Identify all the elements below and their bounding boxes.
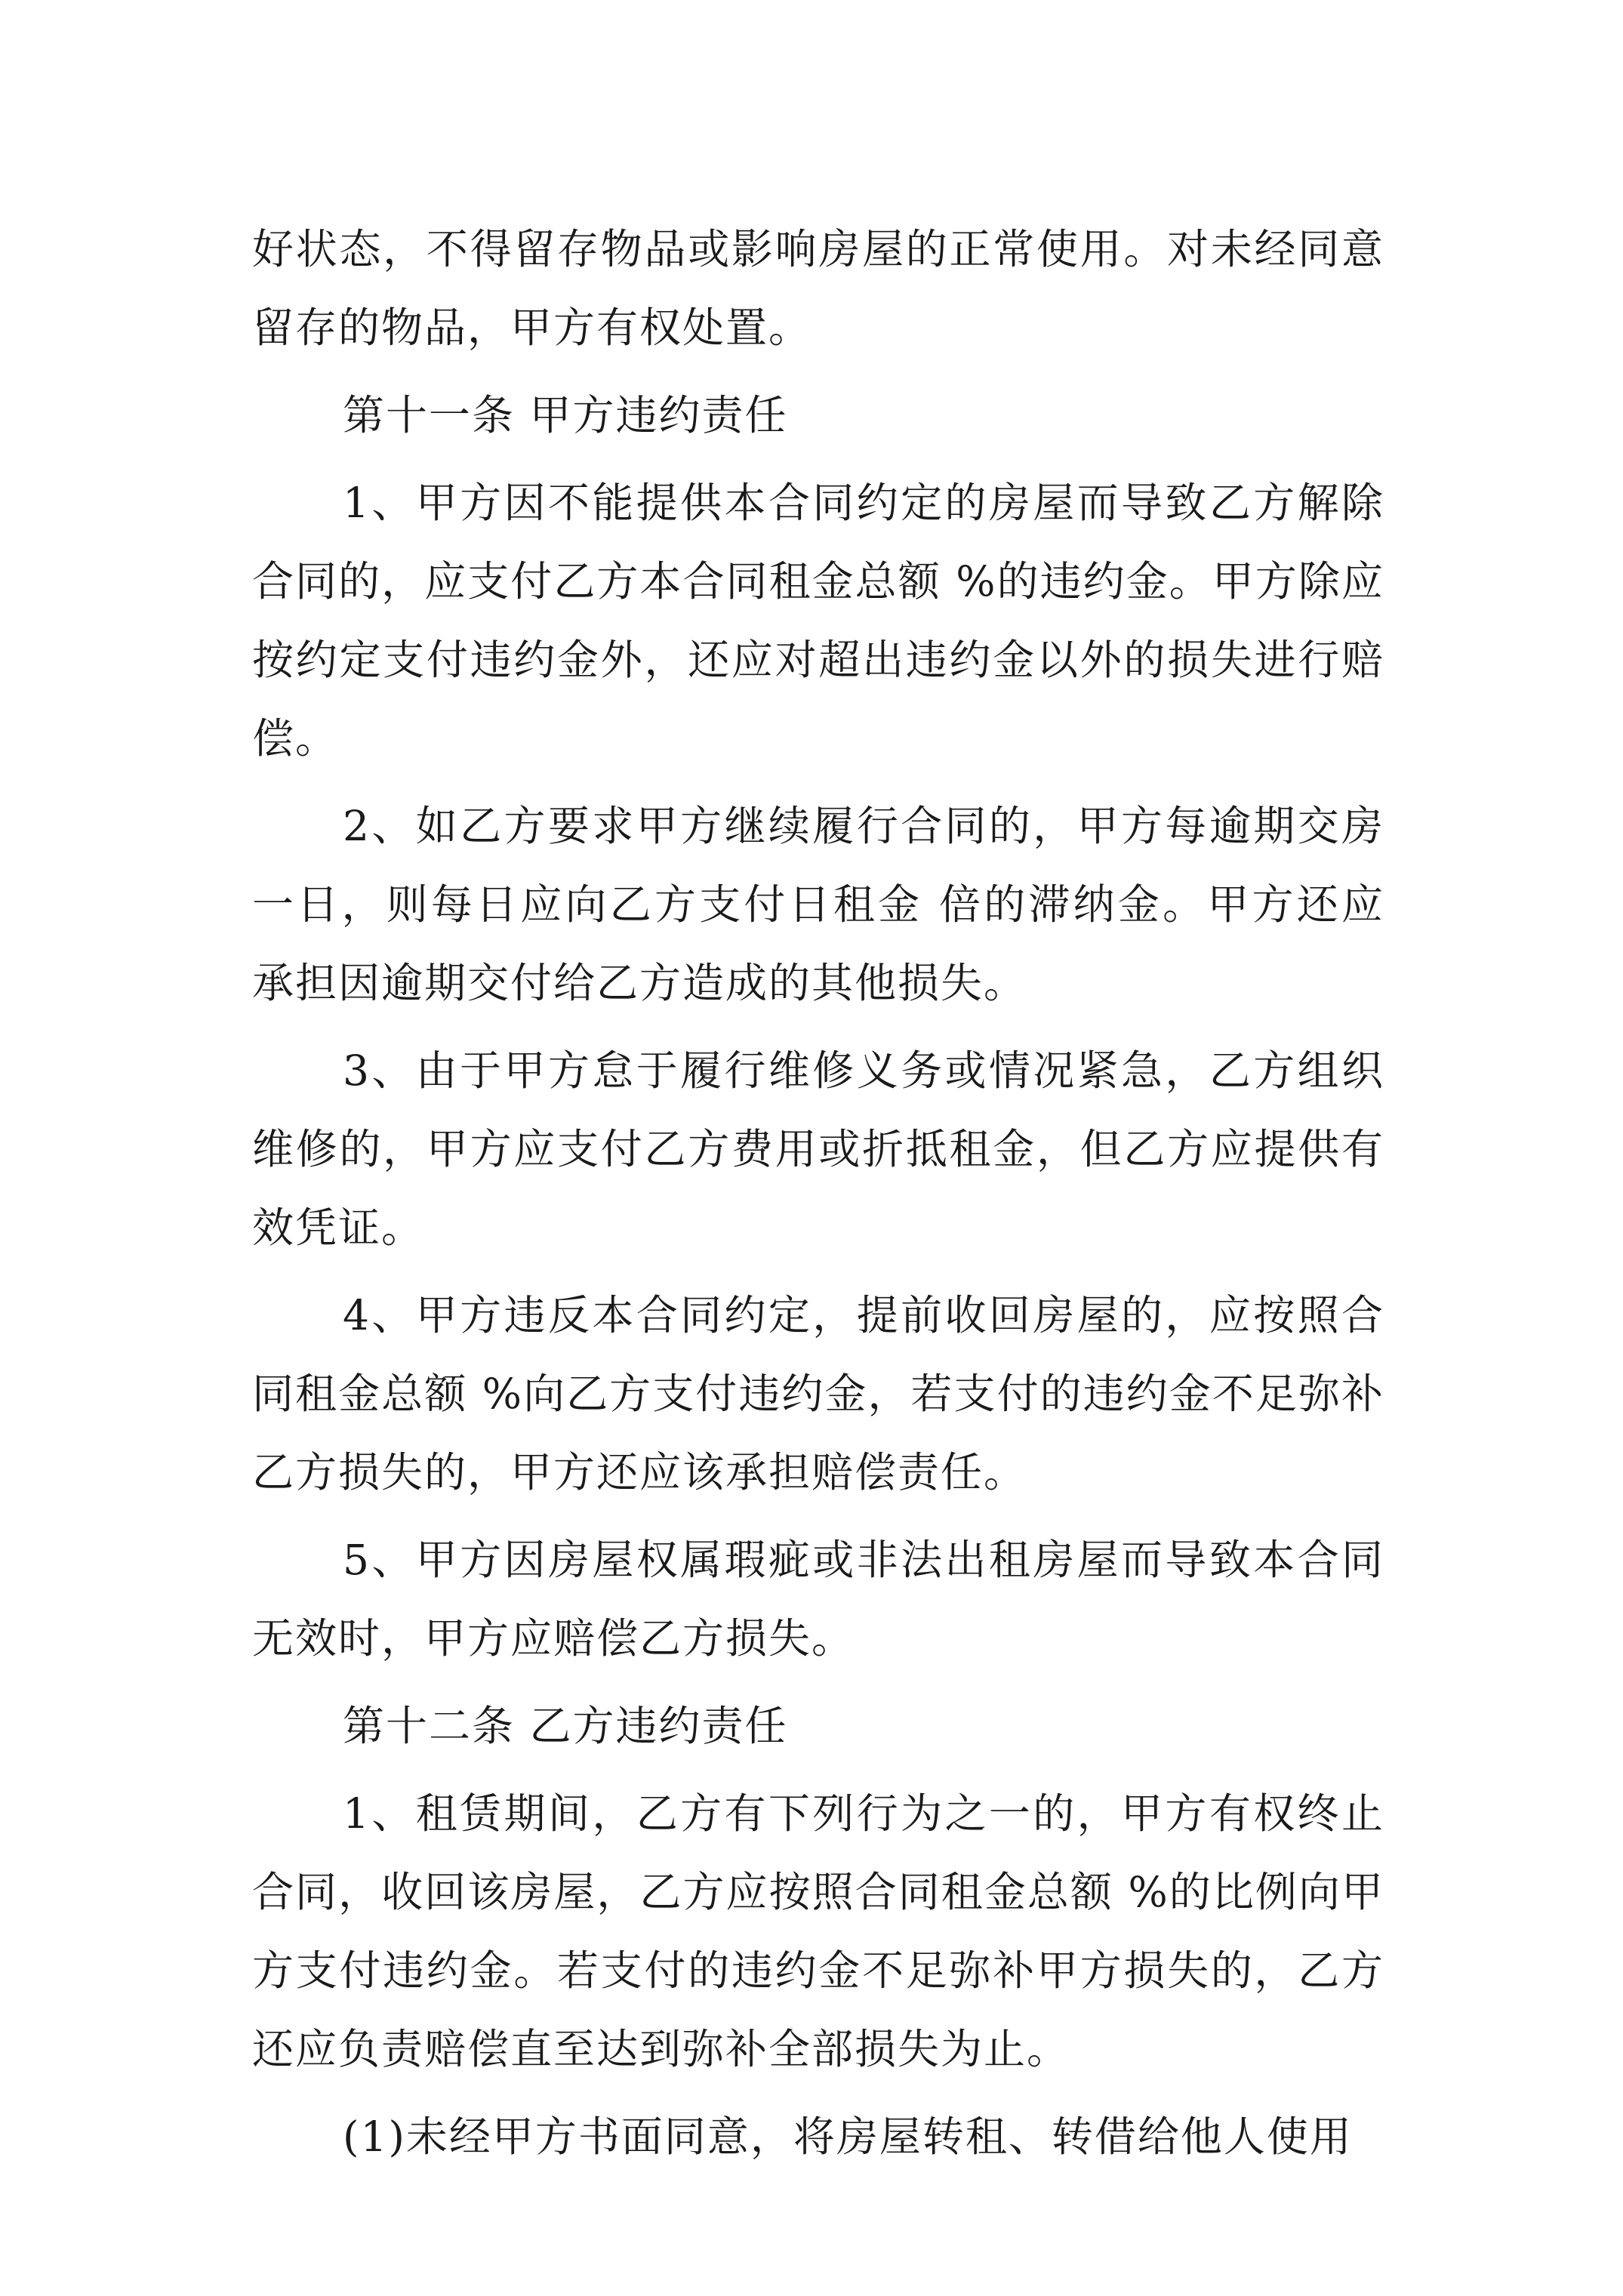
paragraph-continuation: 好状态，不得留存物品或影响房屋的正常使用。对未经同意留存的物品，甲方有权处置。: [252, 225, 1384, 352]
document-body: [252, 210, 1384, 2176]
article-11-clause-1: 1、甲方因不能提供本合同约定的房屋而导致乙方解除合同的，应支付乙方本合同租金总额 %的违约金。甲方除应按约定支付违约金外，还应对超出违约金以外的损失进行赔偿。: [252, 479, 1384, 763]
article-11-clause-4: 4、甲方违反本合同约定，提前收回房屋的，应按照合同租金总额 %向乙方支付违约金，若支付的违约金不足弥补乙方损失的，甲方还应该承担赔偿责任。: [252, 1291, 1384, 1496]
article-12-clause-1: 1、租赁期间，乙方有下列行为之一的，甲方有权终止合同，收回该房屋，乙方应按照合同租金总额 %的比例向甲方支付违约金。若支付的违约金不足弥补甲方损失的，乙方还应负责赔偿直至达到弥补全部损失为止。: [252, 1789, 1384, 2073]
article-12-heading: 第十二条 乙方违约责任: [343, 1702, 788, 1750]
article-11-heading: 第十一条 甲方违约责任: [343, 391, 788, 439]
article-11-clause-3: 3、由于甲方怠于履行维修义务或情况紧急，乙方组织维修的，甲方应支付乙方费用或折抵租金，但乙方应提供有效凭证。: [252, 1046, 1384, 1252]
article-11-clause-2: 2、如乙方要求甲方继续履行合同的，甲方每逾期交房一日，则每日应向乙方支付日租金 倍的滞纳金。甲方还应承担因逾期交付给乙方造成的其他损失。: [252, 802, 1384, 1007]
article-11-clause-5: 5、甲方因房屋权属瑕疵或非法出租房屋而导致本合同无效时，甲方应赔偿乙方损失。: [252, 1536, 1384, 1663]
article-12-item-1: (1)未经甲方书面同意，将房屋转租、转借给他人使用: [343, 2113, 1353, 2161]
